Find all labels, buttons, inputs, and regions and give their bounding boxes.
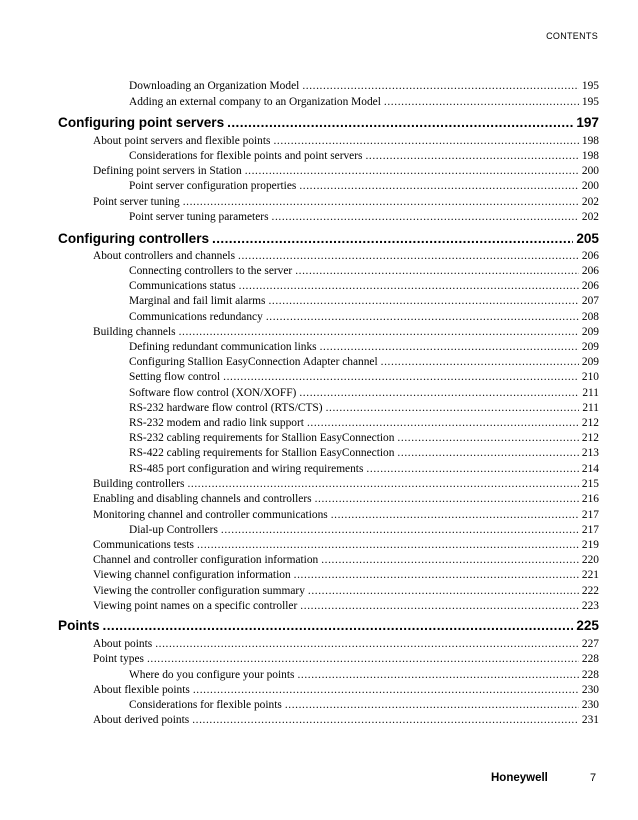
dot-leader <box>326 401 580 415</box>
toc-entry-title: Configuring Stallion EasyConnection Adapter channel <box>129 356 378 368</box>
toc-entry-title: Point server tuning parameters <box>129 211 269 223</box>
toc-entry-page: 206 <box>581 280 599 292</box>
toc-entry-title: Adding an external company to an Organization Model <box>129 96 381 108</box>
toc-entry[interactable] <box>129 416 599 430</box>
toc-entry-title: Communications status <box>129 280 236 292</box>
toc-entry-title: Enabling and disabling channels and controllers <box>93 493 312 505</box>
toc-entry[interactable] <box>93 637 599 651</box>
toc-entry[interactable] <box>129 668 599 682</box>
dot-leader <box>227 114 573 131</box>
toc-entry-title: Building controllers <box>93 478 185 490</box>
toc-entry-page: 228 <box>581 669 599 681</box>
toc-entry-title: Communications tests <box>93 539 194 551</box>
toc-entry-page: 217 <box>581 524 599 536</box>
toc-entry[interactable] <box>93 683 599 697</box>
toc-entry-page: 214 <box>581 463 599 475</box>
dot-leader <box>299 179 579 193</box>
toc-entry-page: 202 <box>581 196 599 208</box>
dot-leader <box>307 416 579 430</box>
dot-leader <box>397 431 578 445</box>
dot-leader <box>266 310 579 324</box>
toc-entry-page: 213 <box>581 447 599 459</box>
dot-leader <box>155 637 579 651</box>
dot-leader <box>294 568 579 582</box>
toc-entry-title: RS-485 port configuration and wiring requirements <box>129 463 364 475</box>
honeywell-logo: Honeywell <box>491 772 548 784</box>
toc-entry[interactable] <box>129 279 599 293</box>
toc-entry-title: Channel and controller configuration information <box>93 554 319 566</box>
toc-entry-page: 212 <box>581 417 599 429</box>
dot-leader <box>331 508 579 522</box>
toc-entry-page: 217 <box>581 509 599 521</box>
toc-entry-title: Considerations for flexible points and point servers <box>129 150 363 162</box>
dot-leader <box>297 668 578 682</box>
toc-entry-page: 231 <box>581 714 599 726</box>
toc-entry[interactable] <box>93 195 599 209</box>
toc-entry-title: Communications redundancy <box>129 311 263 323</box>
toc-entry[interactable] <box>129 386 599 400</box>
toc-entry[interactable] <box>129 95 599 109</box>
toc-entry-page: 211 <box>582 402 599 414</box>
dot-leader <box>192 713 579 727</box>
toc-entry-title: Connecting controllers to the server <box>129 265 293 277</box>
dot-leader <box>223 370 579 384</box>
toc-entry[interactable] <box>129 462 599 476</box>
toc-entry[interactable] <box>93 134 599 148</box>
dot-leader <box>272 210 579 224</box>
dot-leader <box>366 462 578 476</box>
dot-leader <box>397 446 578 460</box>
toc-entry-page: 223 <box>581 600 599 612</box>
toc-entry-title: Downloading an Organization Model <box>129 80 300 92</box>
toc-chapter-entry[interactable] <box>58 617 599 634</box>
toc-entry-title: RS-232 cabling requirements for Stallion EasyConnection <box>129 432 395 444</box>
toc-entry-page: 198 <box>581 135 599 147</box>
dot-leader <box>268 294 578 308</box>
toc-entry[interactable] <box>93 568 599 582</box>
toc-entry-title: About point servers and flexible points <box>93 135 271 147</box>
toc-entry-page: 219 <box>581 539 599 551</box>
toc-entry-page: 221 <box>581 569 599 581</box>
toc-entry[interactable] <box>129 340 599 354</box>
toc-entry-page: 220 <box>581 554 599 566</box>
toc-entry-title: Dial-up Controllers <box>129 524 218 536</box>
toc-entry-page: 222 <box>581 585 599 597</box>
toc-entry-page: 209 <box>581 341 599 353</box>
toc-chapter-entry[interactable] <box>58 230 599 247</box>
toc-entry[interactable] <box>93 652 599 666</box>
toc-entry[interactable] <box>93 492 599 506</box>
toc-entry-page: 225 <box>576 618 599 633</box>
toc-entry-page: 207 <box>581 295 599 307</box>
toc-entry-title: Defining point servers in Station <box>93 165 242 177</box>
toc-entry-title: About flexible points <box>93 684 190 696</box>
toc-entry-title: Software flow control (XON/XOFF) <box>129 387 297 399</box>
toc-entry[interactable] <box>93 599 599 613</box>
toc-entry-page: 228 <box>581 653 599 665</box>
toc-entry-title: Configuring point servers <box>58 115 225 130</box>
toc-entry[interactable] <box>93 325 599 339</box>
toc-entry-page: 206 <box>581 265 599 277</box>
toc-entry-title: About derived points <box>93 714 190 726</box>
toc-entry[interactable] <box>129 264 599 278</box>
toc-entry-title: Configuring controllers <box>58 231 210 246</box>
dot-leader <box>187 477 578 491</box>
toc-entry[interactable] <box>129 523 599 537</box>
toc-entry-page: 209 <box>581 356 599 368</box>
toc-entry[interactable] <box>129 79 599 93</box>
toc-entry[interactable] <box>129 210 599 224</box>
dot-leader <box>320 340 579 354</box>
toc-entry-title: Point server configuration properties <box>129 180 297 192</box>
toc-entry-page: 230 <box>581 699 599 711</box>
dot-leader <box>221 523 579 537</box>
toc-entry[interactable] <box>93 477 599 491</box>
toc-entry-title: Points <box>58 618 100 633</box>
toc-entry[interactable] <box>93 249 599 263</box>
running-header: CONTENTS <box>546 31 598 41</box>
toc-entry[interactable] <box>93 164 599 178</box>
toc-entry-title: Point types <box>93 653 144 665</box>
dot-leader <box>384 95 579 109</box>
toc-entry[interactable] <box>129 698 599 712</box>
toc-entry-title: Marginal and fail limit alarms <box>129 295 266 307</box>
toc-entry-title: Defining redundant communication links <box>129 341 317 353</box>
toc-entry-page: 197 <box>576 115 599 130</box>
toc-entry[interactable] <box>129 370 599 384</box>
toc-entry-page: 212 <box>581 432 599 444</box>
toc-entry-title: Where do you configure your points <box>129 669 295 681</box>
toc-entry[interactable] <box>93 553 599 567</box>
toc-entry-page: 198 <box>581 150 599 162</box>
dot-leader <box>321 553 579 567</box>
toc-entry-page: 211 <box>582 387 599 399</box>
toc-entry-title: Considerations for flexible points <box>129 699 282 711</box>
dot-leader <box>245 164 579 178</box>
toc-entry-page: 230 <box>581 684 599 696</box>
dot-leader <box>238 249 579 263</box>
toc-entry-title: Viewing the controller configuration summary <box>93 585 305 597</box>
toc-entry-page: 206 <box>581 250 599 262</box>
dot-leader <box>315 492 579 506</box>
toc-entry-title: About points <box>93 638 153 650</box>
toc-entry[interactable] <box>129 446 599 460</box>
toc-entry[interactable] <box>93 713 599 727</box>
toc-entry-page: 216 <box>581 493 599 505</box>
toc-entry-page: 202 <box>581 211 599 223</box>
toc-entry-page: 209 <box>581 326 599 338</box>
toc-entry[interactable] <box>129 431 599 445</box>
dot-leader <box>308 584 579 598</box>
toc-entry[interactable] <box>129 149 599 163</box>
toc-entry[interactable] <box>93 584 599 598</box>
toc-entry[interactable] <box>129 179 599 193</box>
toc-entry-title: RS-232 modem and radio link support <box>129 417 304 429</box>
dot-leader <box>302 79 579 93</box>
dot-leader <box>299 386 579 400</box>
toc-entry[interactable] <box>129 401 599 415</box>
dot-leader <box>193 683 579 697</box>
dot-leader <box>365 149 578 163</box>
toc-entry[interactable] <box>129 355 599 369</box>
dot-leader <box>103 617 574 634</box>
dot-leader <box>183 195 579 209</box>
toc-entry-title: Building channels <box>93 326 176 338</box>
toc-entry-page: 200 <box>581 165 599 177</box>
dot-leader <box>179 325 579 339</box>
dot-leader <box>273 134 578 148</box>
toc-entry-title: About controllers and channels <box>93 250 236 262</box>
dot-leader <box>239 279 579 293</box>
dot-leader <box>381 355 579 369</box>
toc-entry-page: 215 <box>581 478 599 490</box>
dot-leader <box>197 538 579 552</box>
toc-entry-title: Point server tuning <box>93 196 180 208</box>
toc-entry-page: 210 <box>581 371 599 383</box>
toc-entry[interactable] <box>93 508 599 522</box>
toc-entry[interactable] <box>129 310 599 324</box>
dot-leader <box>300 599 579 613</box>
toc-entry-page: 208 <box>581 311 599 323</box>
toc-entry-title: Viewing point names on a specific controller <box>93 600 298 612</box>
dot-leader <box>147 652 579 666</box>
toc-entry-page: 195 <box>581 80 599 92</box>
toc-entry-title: Monitoring channel and controller communications <box>93 509 328 521</box>
toc-entry-title: RS-232 hardware flow control (RTS/CTS) <box>129 402 323 414</box>
toc-entry-title: Viewing channel configuration information <box>93 569 291 581</box>
toc-entry-page: 205 <box>576 231 599 246</box>
dot-leader <box>285 698 579 712</box>
dot-leader <box>212 230 573 247</box>
toc-chapter-entry[interactable] <box>58 114 599 131</box>
toc-entry-title: RS-422 cabling requirements for Stallion EasyConnection <box>129 447 395 459</box>
toc-entry-page: 195 <box>581 96 599 108</box>
toc-entry[interactable] <box>129 294 599 308</box>
toc-entry-page: 200 <box>581 180 599 192</box>
toc-entry-title: Setting flow control <box>129 371 221 383</box>
toc-entry[interactable] <box>93 538 599 552</box>
dot-leader <box>295 264 579 278</box>
toc-entry-page: 227 <box>581 638 599 650</box>
page-number: 7 <box>590 772 597 784</box>
